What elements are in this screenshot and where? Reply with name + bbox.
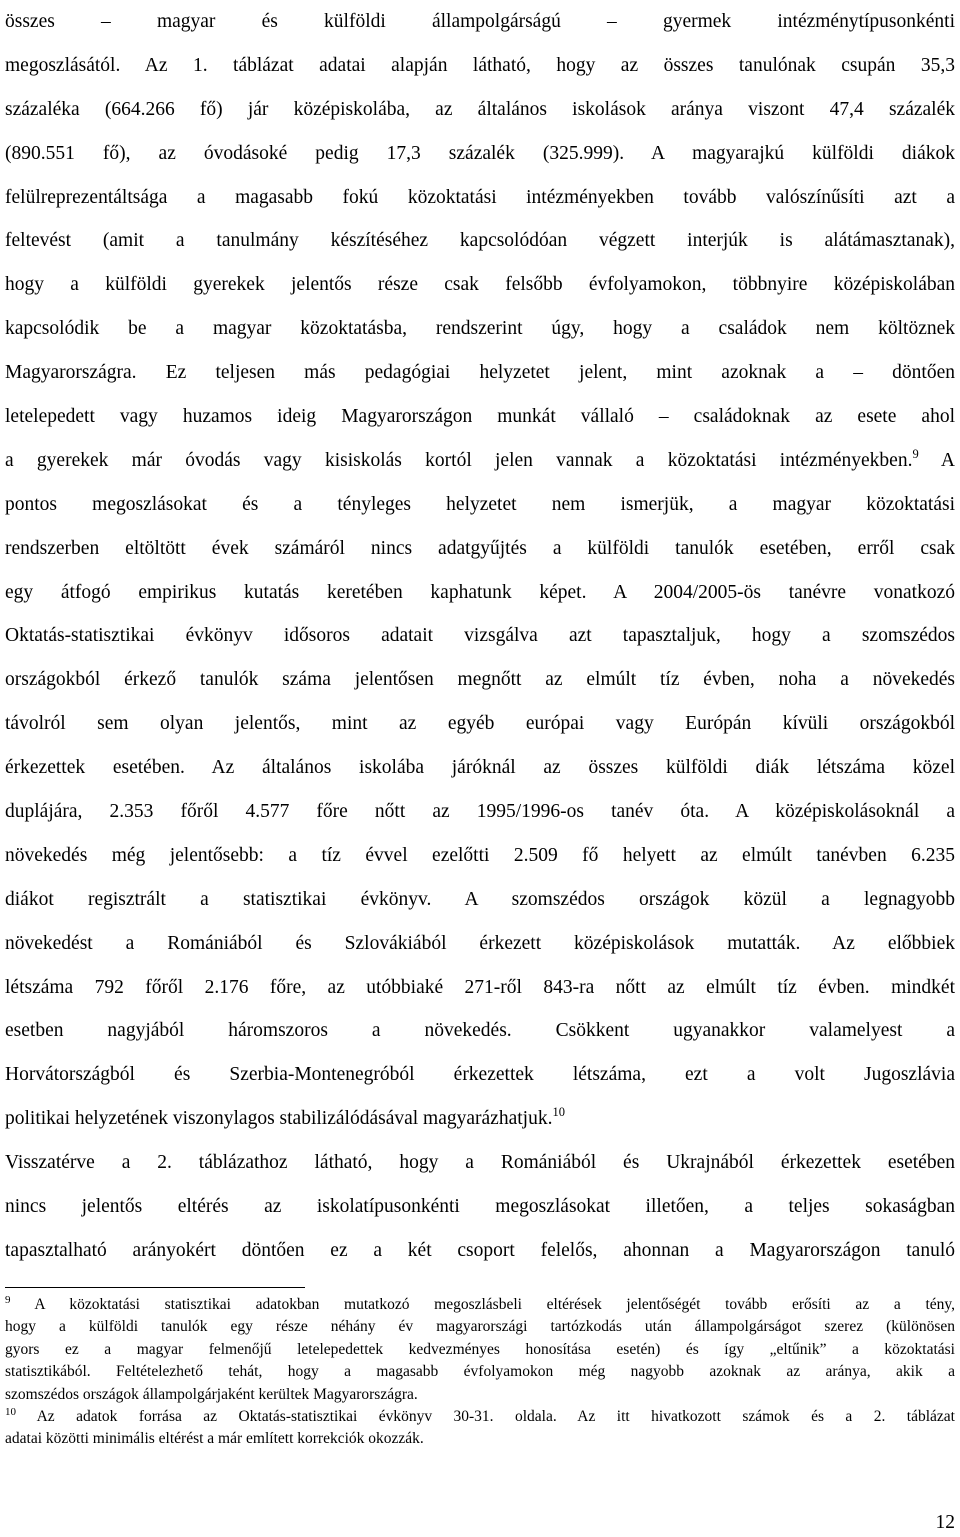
body-line: Magyarországra. Ez teljesen más pedagógiai helyzetet jelent, mint azoknak a – döntően	[5, 362, 955, 384]
body-line: létszáma 792 főről 2.176 főre, az utóbbiaké 271-ről 843-ra nőtt az elmúlt tíz évben. mindkét	[5, 976, 955, 998]
footnote-10-text: Az adatok forrása az Oktatás-statisztikai évkönyv 30-31. oldala. Az itt hivatkozott számok és a 2. táblázat	[36, 1407, 955, 1425]
body-line: feltevést (amit a tanulmány készítéséhez kapcsolódóan végzett interjúk is alátámasztanak),	[5, 230, 955, 252]
footnote-9-line	[5, 1294, 955, 1316]
body-line: nincs jelentős eltérés az iskolatípusonkénti megoszlásokat illetően, a teljes sokaságban	[5, 1196, 955, 1218]
body-line: diákot regisztrált a statisztikai évkönyv. A szomszédos országok közül a legnagyobb	[5, 888, 955, 910]
footnote-9-line: statisztikából. Feltételezhető tehát, hogy a magasabb évfolyamokon még nagyobb azoknak az aránya, akik a	[5, 1363, 955, 1381]
body-line: letelepedett vagy huzamos ideig Magyarországon munkát vállaló – családoknak az esete ahol	[5, 406, 955, 428]
body-line-with-footnote	[5, 439, 955, 483]
footnote-ref-10[interactable]: 10	[552, 1105, 565, 1120]
footnote-10-marker: 10	[5, 1405, 16, 1418]
body-line-text: a gyerekek már óvodás vagy kisiskolás kortól jelen vannak a közoktatási intézményekben.	[5, 449, 913, 471]
footnote-9-line: gyors ez a magyar felmenőjű letelepedettek kedvezményes honosítása esetén) és így „eltűnik” a közoktatási	[5, 1340, 955, 1358]
footnote-9-line: szomszédos országok állampolgárjaként kerültek Magyarországra.	[5, 1385, 418, 1403]
body-line: Horvátországból és Szerbia-Montenegróból érkezettek létszáma, ezt a volt Jugoszlávia	[5, 1064, 955, 1086]
footnote-ref-9[interactable]: 9	[912, 446, 919, 461]
body-line: felülreprezentáltsága a magasabb fokú közoktatási intézményekben tovább valószínűsíti azt a	[5, 186, 955, 208]
body-line: összes – magyar és külföldi állampolgárságú – gyermek intézménytípusonkénti	[5, 11, 955, 32]
body-line: kapcsolódik be a magyar közoktatásba, rendszerint úgy, hogy a családok nem költöznek	[5, 318, 955, 340]
footnote-9-text: A közoktatási statisztikai adatokban mutatkozó megoszlásbeli eltérések jelentőségét tovább erősíti az a tény,	[34, 1296, 955, 1313]
body-line: pontos megoszlásokat és a tényleges helyzetet nem ismerjük, a magyar közoktatási	[5, 493, 955, 515]
body-line-with-footnote	[5, 1097, 955, 1141]
body-text	[5, 0, 955, 1273]
body-line: növekedés még jelentősebb: a tíz évvel ezelőtti 2.509 fő helyett az elmúlt tanévben 6.235	[5, 844, 955, 866]
body-line: esetben nagyjából háromszoros a növekedés. Csökkent ugyanakkor valamelyest a	[5, 1020, 955, 1042]
footnote-9-line: hogy a külföldi tanulók egy része néhány év magyarországi tartózkodás után állampolgárságot szerez (különösen	[5, 1318, 955, 1336]
body-line: érkezettek esetében. Az általános iskolába járóknál az összes külföldi diák létszáma közel	[5, 757, 955, 779]
footnote-9-marker: 9	[5, 1294, 11, 1306]
body-line: távolról sem olyan jelentős, mint az egyéb európai vagy Európán kívüli országokból	[5, 713, 955, 735]
footnote-separator	[5, 1287, 305, 1288]
page-number: 12	[935, 1512, 955, 1533]
footnotes	[5, 1294, 955, 1451]
body-line: százaléka (664.266 fő) jár középiskolába, az általános iskolások aránya viszont 47,4 százalék	[5, 98, 955, 120]
body-line-tail: A	[940, 449, 955, 471]
body-line: egy átfogó empirikus kutatás keretében kaphatunk képet. A 2004/2005-ös tanévre vonatkozó	[5, 581, 955, 603]
body-line: növekedést a Romániából és Szlovákiából érkezett középiskolások mutatták. Az előbbiek	[5, 932, 955, 954]
body-line: megoszlásától. Az 1. táblázat adatai alapján látható, hogy az összes tanulónak csupán 35,3	[5, 54, 955, 76]
body-line: rendszerben eltöltött évek számáról nincs adatgyűjtés a külföldi tanulók esetében, erről csak	[5, 537, 955, 559]
footnote-10-line	[5, 1406, 955, 1428]
body-line: (890.551 fő), az óvodásoké pedig 17,3 százalék (325.999). A magyarajkú külföldi diákok	[5, 142, 955, 164]
footnote-10-line: adatai közötti minimális eltérést a már említett korrekciók okozzák.	[5, 1430, 424, 1448]
body-line: hogy a külföldi gyerekek jelentős része csak felsőbb évfolyamokon, többnyire középiskolában	[5, 274, 955, 296]
body-line: Visszatérve a 2. táblázathoz látható, hogy a Romániából és Ukrajnából érkezettek esetében	[5, 1152, 955, 1174]
body-line: országokból érkező tanulók száma jelentősen megnőtt az elmúlt tíz évben, noha a növekedés	[5, 669, 955, 691]
body-line: Oktatás-statisztikai évkönyv idősoros adatait vizsgálva azt tapasztaljuk, hogy a szomszédos	[5, 625, 955, 647]
body-line: duplájára, 2.353 főről 4.577 főre nőtt az 1995/1996-os tanév óta. A középiskolásoknál a	[5, 801, 955, 823]
body-line-text: politikai helyzetének viszonylagos stabilizálódásával magyarázhatjuk.	[5, 1108, 553, 1130]
body-line: tapasztalható arányokért döntően ez a két csoport felelős, ahonnan a Magyarországon tanuló	[5, 1239, 955, 1261]
